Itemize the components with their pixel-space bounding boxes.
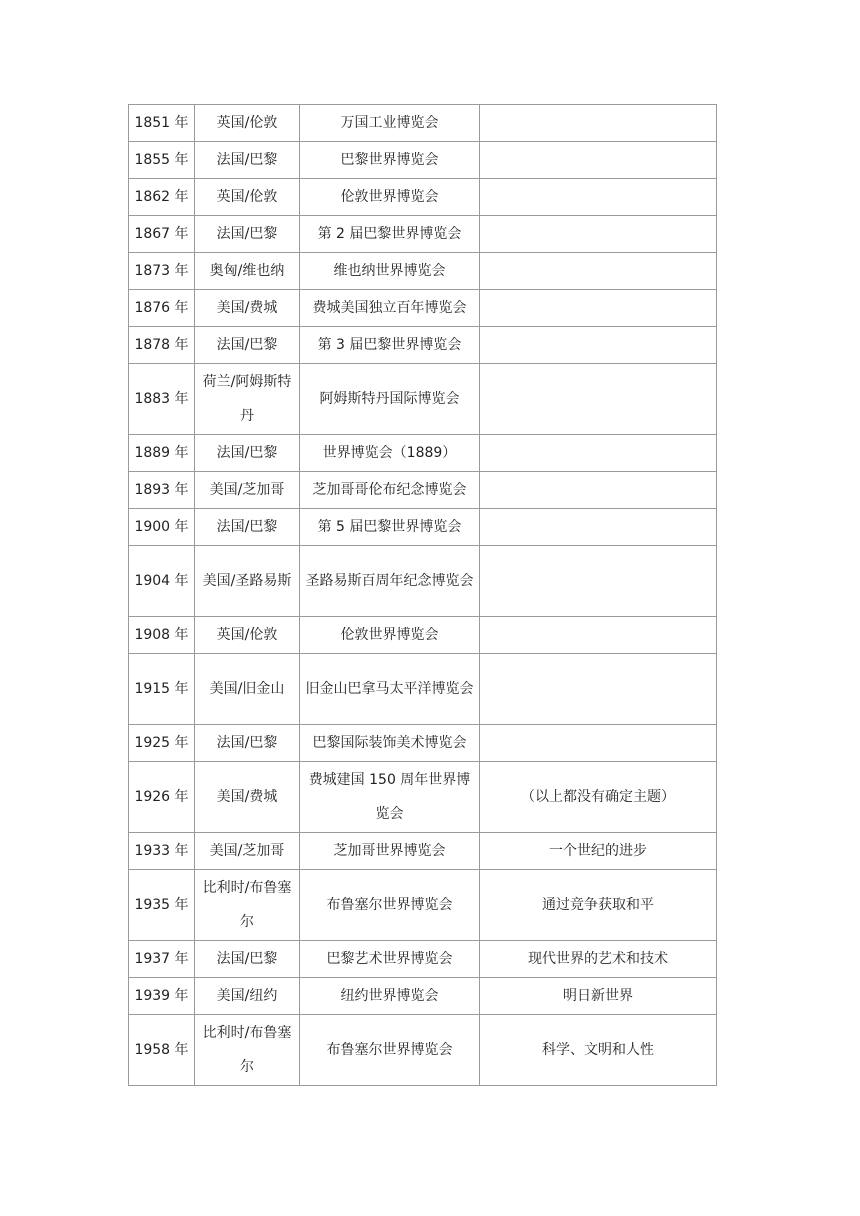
expo-name-cell: 芝加哥世界博览会 [300, 833, 480, 870]
table-row [129, 941, 717, 978]
location-cell: 奥匈/维也纳 [195, 253, 300, 290]
location-cell: 法国/巴黎 [195, 941, 300, 978]
theme-cell [480, 617, 717, 654]
expo-name-cell: 维也纳世界博览会 [300, 253, 480, 290]
location-cell: 法国/巴黎 [195, 216, 300, 253]
theme-cell: 科学、文明和人性 [480, 1015, 717, 1086]
year-cell: 1939 年 [129, 978, 195, 1015]
table-row [129, 870, 717, 941]
location-cell: 英国/伦敦 [195, 105, 300, 142]
theme-cell [480, 253, 717, 290]
theme-cell: 明日新世界 [480, 978, 717, 1015]
location-cell: 英国/伦敦 [195, 179, 300, 216]
location-cell: 美国/芝加哥 [195, 472, 300, 509]
theme-cell [480, 105, 717, 142]
theme-cell [480, 142, 717, 179]
year-cell: 1904 年 [129, 546, 195, 617]
year-cell: 1893 年 [129, 472, 195, 509]
table-row [129, 833, 717, 870]
year-cell: 1862 年 [129, 179, 195, 216]
table-row [129, 509, 717, 546]
location-cell: 法国/巴黎 [195, 509, 300, 546]
year-cell: 1937 年 [129, 941, 195, 978]
expo-name-cell: 万国工业博览会 [300, 105, 480, 142]
location-cell: 法国/巴黎 [195, 725, 300, 762]
year-cell: 1935 年 [129, 870, 195, 941]
table-row [129, 725, 717, 762]
location-cell: 美国/费城 [195, 762, 300, 833]
table-row [129, 654, 717, 725]
table-row [129, 1015, 717, 1086]
location-cell: 法国/巴黎 [195, 142, 300, 179]
expo-name-cell: 圣路易斯百周年纪念博览会 [300, 546, 480, 617]
expo-name-cell: 阿姆斯特丹国际博览会 [300, 364, 480, 435]
theme-cell [480, 179, 717, 216]
year-cell: 1873 年 [129, 253, 195, 290]
theme-cell [480, 327, 717, 364]
location-cell: 美国/费城 [195, 290, 300, 327]
year-cell: 1851 年 [129, 105, 195, 142]
year-cell: 1958 年 [129, 1015, 195, 1086]
location-cell: 法国/巴黎 [195, 327, 300, 364]
theme-cell [480, 509, 717, 546]
location-cell: 美国/纽约 [195, 978, 300, 1015]
table-row [129, 290, 717, 327]
table-row [129, 253, 717, 290]
year-cell: 1883 年 [129, 364, 195, 435]
theme-cell [480, 654, 717, 725]
expo-name-cell: 第 2 届巴黎世界博览会 [300, 216, 480, 253]
table-row [129, 617, 717, 654]
location-cell: 比利时/布鲁塞尔 [195, 1015, 300, 1086]
world-expo-table [128, 104, 717, 1086]
year-cell: 1855 年 [129, 142, 195, 179]
table-row [129, 762, 717, 833]
table-row [129, 142, 717, 179]
expo-name-cell: 第 5 届巴黎世界博览会 [300, 509, 480, 546]
expo-name-cell: 费城美国独立百年博览会 [300, 290, 480, 327]
theme-cell [480, 725, 717, 762]
theme-cell [480, 290, 717, 327]
theme-cell [480, 472, 717, 509]
theme-cell: 现代世界的艺术和技术 [480, 941, 717, 978]
table-row [129, 978, 717, 1015]
expo-name-cell: 布鲁塞尔世界博览会 [300, 870, 480, 941]
expo-name-cell: 世界博览会（1889） [300, 435, 480, 472]
expo-name-cell: 巴黎世界博览会 [300, 142, 480, 179]
table-row [129, 327, 717, 364]
expo-name-cell: 巴黎艺术世界博览会 [300, 941, 480, 978]
location-cell: 法国/巴黎 [195, 435, 300, 472]
year-cell: 1925 年 [129, 725, 195, 762]
year-cell: 1878 年 [129, 327, 195, 364]
expo-name-cell: 芝加哥哥伦布纪念博览会 [300, 472, 480, 509]
expo-name-cell: 纽约世界博览会 [300, 978, 480, 1015]
theme-cell [480, 435, 717, 472]
table-row [129, 364, 717, 435]
year-cell: 1889 年 [129, 435, 195, 472]
table-row [129, 472, 717, 509]
theme-cell: 通过竞争获取和平 [480, 870, 717, 941]
table-row [129, 179, 717, 216]
theme-cell [480, 546, 717, 617]
location-cell: 荷兰/阿姆斯特丹 [195, 364, 300, 435]
table-row [129, 435, 717, 472]
year-cell: 1867 年 [129, 216, 195, 253]
theme-cell: 一个世纪的进步 [480, 833, 717, 870]
expo-name-cell: 巴黎国际装饰美术博览会 [300, 725, 480, 762]
year-cell: 1926 年 [129, 762, 195, 833]
expo-name-cell: 布鲁塞尔世界博览会 [300, 1015, 480, 1086]
theme-cell [480, 364, 717, 435]
year-cell: 1908 年 [129, 617, 195, 654]
expo-name-cell: 伦敦世界博览会 [300, 617, 480, 654]
expo-name-cell: 第 3 届巴黎世界博览会 [300, 327, 480, 364]
table-row [129, 216, 717, 253]
expo-name-cell: 费城建国 150 周年世界博览会 [300, 762, 480, 833]
location-cell: 美国/旧金山 [195, 654, 300, 725]
year-cell: 1915 年 [129, 654, 195, 725]
theme-cell [480, 216, 717, 253]
year-cell: 1900 年 [129, 509, 195, 546]
location-cell: 比利时/布鲁塞尔 [195, 870, 300, 941]
year-cell: 1876 年 [129, 290, 195, 327]
expo-name-cell: 旧金山巴拿马太平洋博览会 [300, 654, 480, 725]
location-cell: 英国/伦敦 [195, 617, 300, 654]
expo-name-cell: 伦敦世界博览会 [300, 179, 480, 216]
theme-cell: （以上都没有确定主题） [480, 762, 717, 833]
location-cell: 美国/圣路易斯 [195, 546, 300, 617]
table-body [129, 105, 717, 1086]
year-cell: 1933 年 [129, 833, 195, 870]
table-row [129, 546, 717, 617]
location-cell: 美国/芝加哥 [195, 833, 300, 870]
table-row [129, 105, 717, 142]
